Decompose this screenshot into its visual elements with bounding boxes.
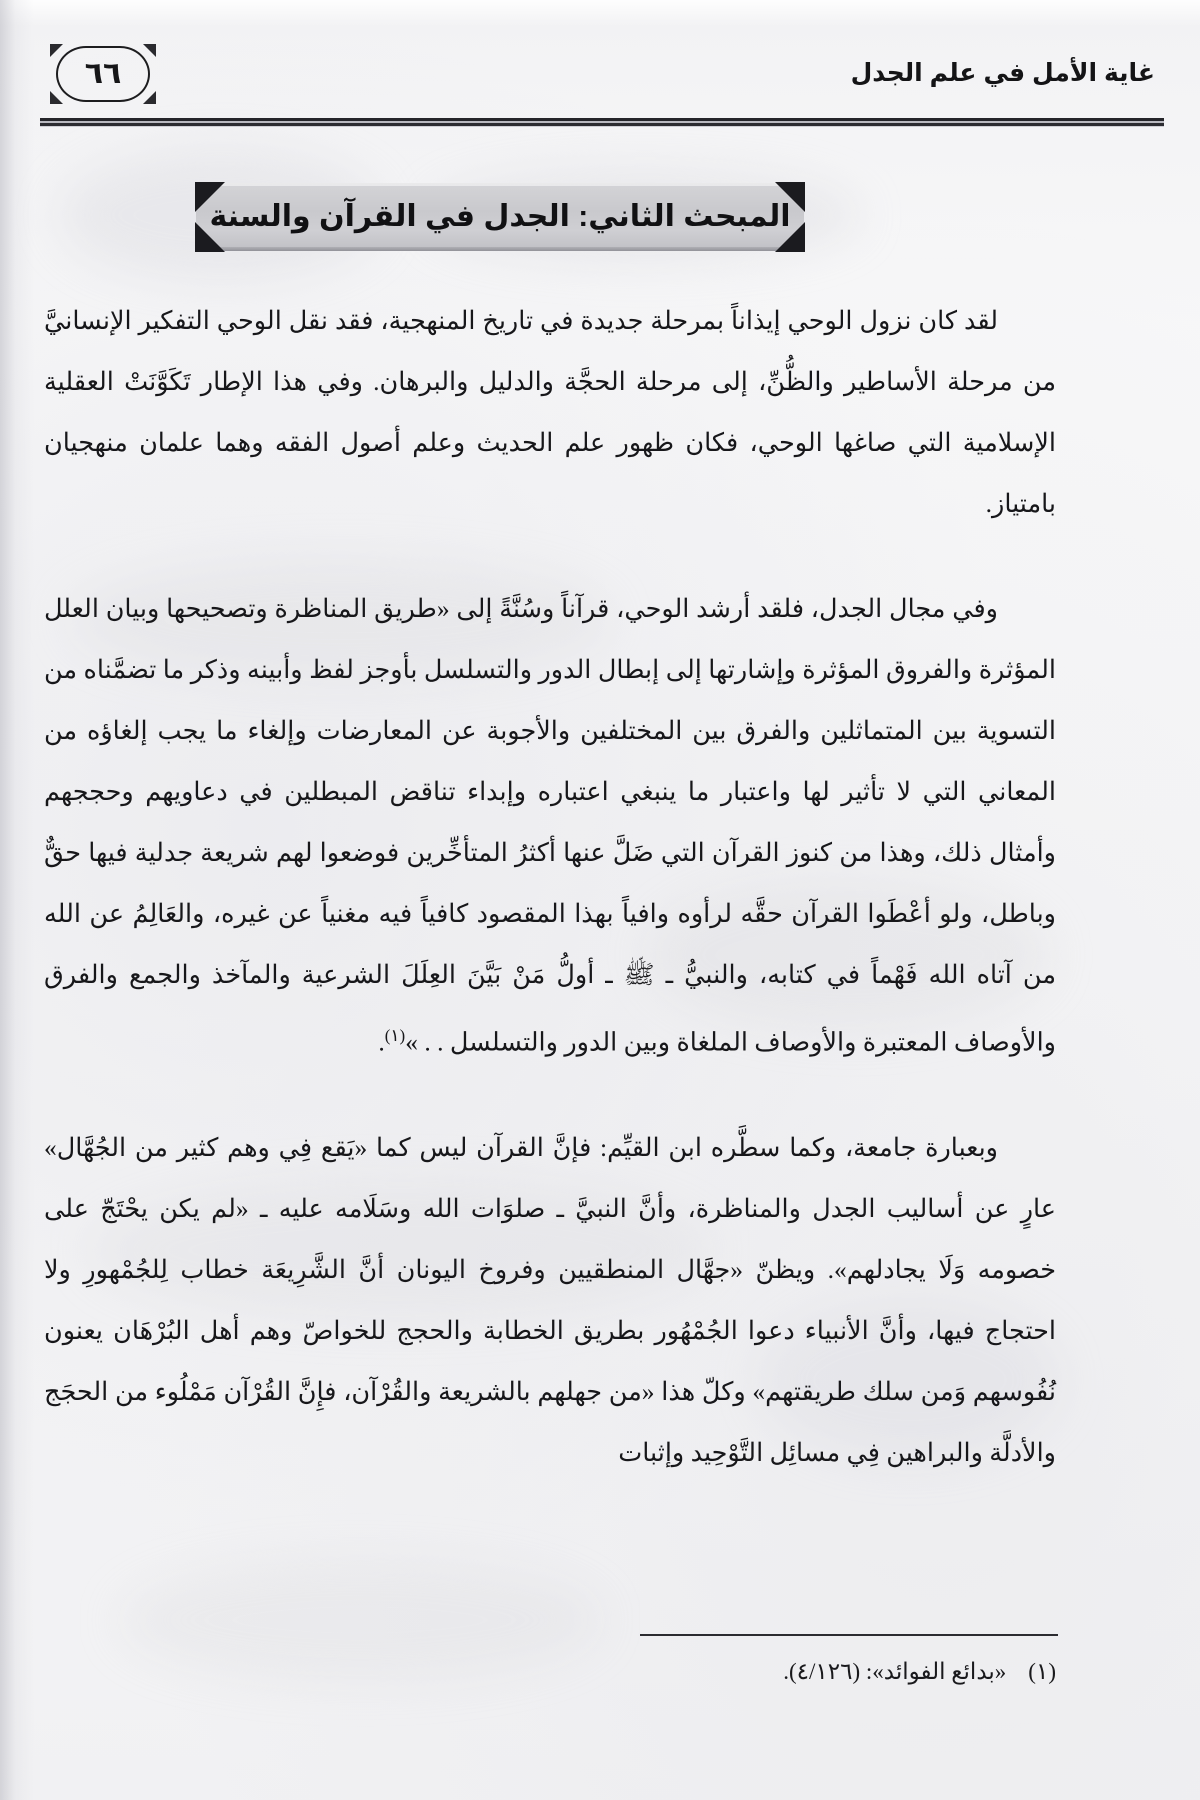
section-heading-text: المبحث الثاني: الجدل في القرآن والسنة xyxy=(209,200,791,233)
running-header xyxy=(40,48,1160,128)
header-divider-rule xyxy=(40,118,1164,127)
footnote-entry xyxy=(456,1652,1056,1692)
page-number: ٦٦ xyxy=(84,57,122,90)
paragraph-3 xyxy=(44,1117,1056,1483)
page-gutter-shade xyxy=(0,0,34,1800)
paragraph-3-text: وبعبارة جامعة، وكما سطَّره ابن القيِّم: فإنَّ القرآن ليس كما «يَقع فِي وهم كثير من الجُهَّال» عارٍ عن أساليب الجدل والمناظرة، وأنَّ النبيَّ ـ صلوَات الله وسَلَامه عليه ـ «لم يكن يحْتَجّ على خصومه وَلَا يجادلهم». ويظنّ «جهَّال المنطقيين وفروخ اليونان أنَّ الشَّرِيعَة خطاب لِلجُمْهورِ ولا احتجاج فيها، وأنَّ الأنبياء دعوا الجُمْهُور بطريق الخطابة والحجج للخواصّ وهم أهل البُرْهَان يعنون نُفُوسهم وَمن سلك طريقتهم» وكلّ هذا «من جهلهم بالشريعة والقُرْآن، فإِنَّ القُرْآن مَمْلُوء من الحجَج والأدلَّة والبراهين فِي مسائِل التَّوْحِيد وإثبات xyxy=(44,1132,1057,1467)
paragraph-2 xyxy=(44,578,1056,1073)
paragraph-2-text: وفي مجال الجدل، فلقد أرشد الوحي، قرآناً وسُنَّةً إلى «طريق المناظرة وتصحيحها وبيان العلل المؤثرة والفروق المؤثرة وإشارتها إلى إبطال الدور والتسلسل بأوجز لفظ وأبينه وذكر ما تضمَّناه من التسوية بين المتماثلين والفرق بين المختلفين والأجوبة عن المعارضات وإلغاء ما يجب إلغاؤه من المعاني التي لا تأثير لها واعتبار ما ينبغي اعتباره وإبداء تناقض المبطلين في دعاويهم وحججهم وأمثال ذلك، وهذا من كنوز القرآن التي ضَلَّ عنها أكثرُ المتأخِّرين فوضعوا لهم شريعة جدلية فيها حقٌّ وباطل، ولو أعْطَوا القرآن حقَّه لرأوه وافياً بهذا المقصود كافياً فيه مغنياً عن غيره، والعَالِمُ عن الله من آتاه الله فَهْماً في كتابه، والنبيُّ ـ ﷺ ـ أولُّ مَنْ بَيَّنَ العِلَلَ الشرعية والمآخذ والجمع والفرق والأوصاف المعتبرة والأوصاف الملغاة وبين الدور والتسلسل . . » xyxy=(44,594,1056,1057)
body-text-column xyxy=(44,290,1056,1483)
paragraph-1 xyxy=(44,290,1056,534)
footnote-separator-rule xyxy=(640,1634,1058,1636)
running-title: غاية الأمل في علم الجدل xyxy=(850,59,1155,87)
paragraph-2-terminator: . xyxy=(378,1027,385,1057)
page-top-edge-shade xyxy=(0,0,1200,26)
paragraph-gap xyxy=(44,1073,1056,1117)
paragraph-1-text: لقد كان نزول الوحي إيذاناً بمرحلة جديدة في تاريخ المنهجية، فقد نقل الوحي التفكير الإنسانيَّ من مرحلة الأساطير والظُّنِّ، إلى مرحلة الحجَّة والدليل والبرهان. وفي هذا الإطار تَكَوَّنَتْ العقلية الإسلامية التي صاغها الوحي، فكان ظهور علم الحديث وعلم أصول الفقه وهما علمان منهجيان بامتياز. xyxy=(44,306,1056,518)
paragraph-gap xyxy=(44,534,1056,578)
page-number-badge xyxy=(50,44,156,106)
footnote-text: «بدائع الفوائد»: (٤/١٢٦). xyxy=(783,1659,1007,1684)
footnote-number: (١) xyxy=(1028,1659,1056,1684)
section-heading-banner xyxy=(196,183,804,251)
footnote-reference-marker: (١) xyxy=(384,1026,406,1045)
rule-line xyxy=(40,126,1164,128)
